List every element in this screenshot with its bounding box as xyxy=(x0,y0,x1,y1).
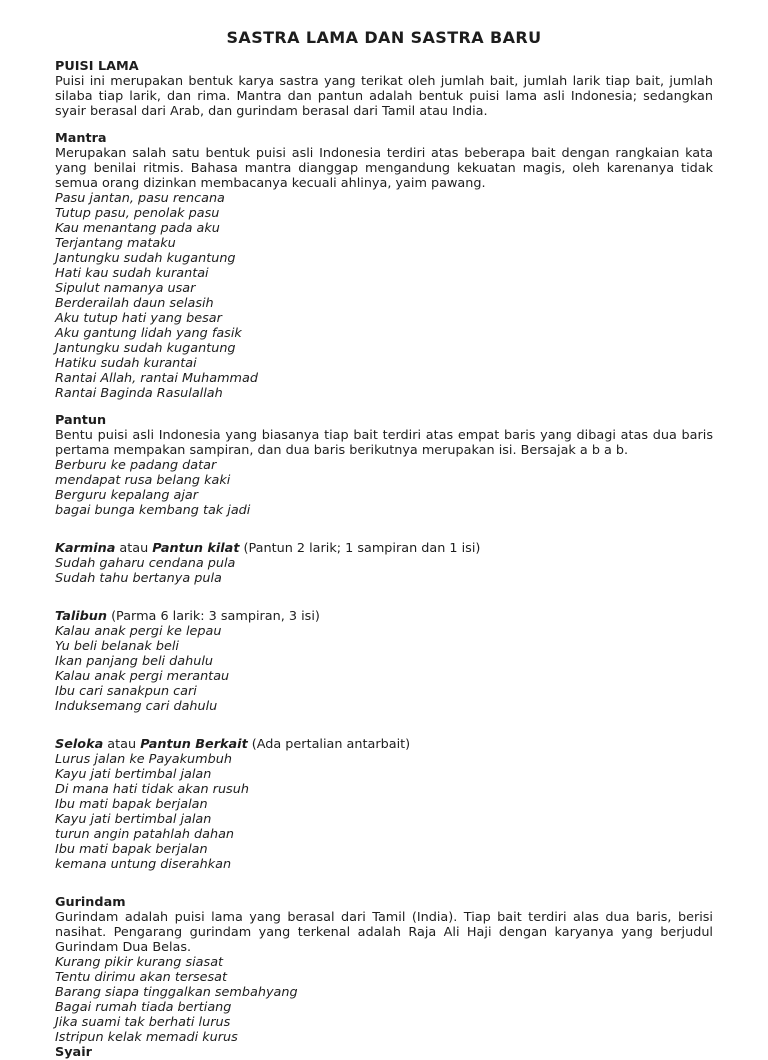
poem-line: Rantai Baginda Rasulallah xyxy=(55,386,223,401)
poem-line: Kalau anak pergi merantau xyxy=(55,669,230,684)
paragraph-pantun: Bentu puisi asli Indonesia yang biasanya tiap bait terdiri atas empat baris yang dibagi atas dua baris pertama mempakan sampiran, dan dua baris berikutnya merupakan isi. Bersajak a b a b. xyxy=(55,428,713,458)
poem-talibun xyxy=(55,624,713,714)
poem-line: Tutup pasu, penolak pasu xyxy=(55,206,220,221)
poem-line: Rantai Allah, rantai Muhammad xyxy=(55,371,258,386)
poem-pantun xyxy=(55,458,713,518)
poem-line: Terjantang mataku xyxy=(55,236,176,251)
poem-line: Bagai rumah tiada bertiang xyxy=(55,1000,232,1015)
heading-puisi-lama: PUISI LAMA xyxy=(55,59,139,74)
term-seloka: Seloka xyxy=(55,737,104,752)
poem-line: Kayu jati bertimbal jalan xyxy=(55,767,212,782)
poem-line: Berguru kepalang ajar xyxy=(55,488,199,503)
poem-line: Tentu dirimu akan tersesat xyxy=(55,970,228,985)
poem-line: Ibu mati bapak berjalan xyxy=(55,842,208,857)
poem-line: Aku tutup hati yang besar xyxy=(55,311,222,326)
term-karmina: Karmina xyxy=(55,541,116,556)
poem-line: Induksemang cari dahulu xyxy=(55,699,218,714)
poem-line: Pasu jantan, pasu rencana xyxy=(55,191,225,206)
section-talibun xyxy=(55,609,713,714)
poem-line: Istripun kelak memadi kurus xyxy=(55,1030,238,1045)
paragraph-puisi-lama: Puisi ini merupakan bentuk karya sastra yang terikat oleh jumlah bait, jumlah larik tiap bait, jumlah silaba tiap larik, dan rima. Mantra dan pantun adalah bentuk puisi lama asli Indonesia; sedangkan syair berasal dari Arab, dan gurindam berasal dari Tamil atau India. xyxy=(55,74,713,119)
poem-line: bagai bunga kembang tak jadi xyxy=(55,503,251,518)
poem-line: Aku gantung lidah yang fasik xyxy=(55,326,242,341)
term-talibun: Talibun xyxy=(55,609,107,624)
poem-line: Sudah tahu bertanya pula xyxy=(55,571,222,586)
paragraph-mantra: Merupakan salah satu bentuk puisi asli Indonesia terdiri atas beberapa bait dengan rangkaian kata yang benilai ritmis. Bahasa mantra dianggap mengandung kekuatan magis, oleh karenanya tidak semua orang dizinkan membacanya kecuali ahlinya, yaim pawang. xyxy=(55,146,713,191)
heading-mantra: Mantra xyxy=(55,131,107,146)
section-puisi-lama xyxy=(55,59,713,119)
conjunction: atau xyxy=(115,541,153,556)
poem-line: turun angin patahlah dahan xyxy=(55,827,235,842)
term-pantun-kilat: Pantun kilat xyxy=(152,541,240,556)
poem-line: Jika suami tak berhati lurus xyxy=(55,1015,231,1030)
paragraph-gurindam: Gurindam adalah puisi lama yang berasal dari Tamil (India). Tiap bait terdiri alas dua baris, berisi nasihat. Pengarang gurindam yang terkenal adalah Raja Ali Haji dengan karyanya yang berjudul Gurindam Dua Belas. xyxy=(55,910,713,955)
poem-line: Ibu cari sanakpun cari xyxy=(55,684,197,699)
document-title: SASTRA LAMA DAN SASTRA BARU xyxy=(226,28,542,47)
poem-line: Hati kau sudah kurantai xyxy=(55,266,209,281)
poem-line: Berburu ke padang datar xyxy=(55,458,217,473)
poem-line: Lurus jalan ke Payakumbuh xyxy=(55,752,232,767)
poem-line: mendapat rusa belang kaki xyxy=(55,473,231,488)
term-pantun-berkait: Pantun Berkait xyxy=(140,737,248,752)
poem-line: Jantungku sudah kugantung xyxy=(55,251,236,266)
subheading-note: (Ada pertalian antarbait) xyxy=(247,737,411,752)
section-syair xyxy=(55,1045,713,1060)
poem-line: Kayu jati bertimbal jalan xyxy=(55,812,212,827)
poem-line: Kau menantang pada aku xyxy=(55,221,220,236)
poem-line: Jantungku sudah kugantung xyxy=(55,341,236,356)
conjunction: atau xyxy=(103,737,141,752)
heading-pantun: Pantun xyxy=(55,413,107,428)
section-karmina xyxy=(55,541,713,586)
section-seloka xyxy=(55,737,713,872)
poem-line: Di mana hati tidak akan rusuh xyxy=(55,782,249,797)
heading-syair: Syair xyxy=(55,1045,92,1060)
heading-gurindam: Gurindam xyxy=(55,895,126,910)
section-gurindam xyxy=(55,895,713,1045)
poem-line: Kurang pikir kurang siasat xyxy=(55,955,224,970)
poem-line: Berderailah daun selasih xyxy=(55,296,214,311)
poem-line: Sudah gaharu cendana pula xyxy=(55,556,236,571)
section-mantra xyxy=(55,131,713,401)
poem-karmina xyxy=(55,556,713,586)
poem-line: Ibu mati bapak berjalan xyxy=(55,797,208,812)
subheading-note: (Pantun 2 larik; 1 sampiran dan 1 isi) xyxy=(239,541,481,556)
poem-line: Kalau anak pergi ke lepau xyxy=(55,624,222,639)
poem-seloka xyxy=(55,752,713,872)
poem-gurindam xyxy=(55,955,713,1045)
poem-mantra xyxy=(55,191,713,401)
subheading-karmina xyxy=(55,541,713,556)
section-pantun xyxy=(55,413,713,518)
poem-line: Barang siapa tinggalkan sembahyang xyxy=(55,985,298,1000)
poem-line: kemana untung diserahkan xyxy=(55,857,232,872)
subheading-seloka xyxy=(55,737,713,752)
poem-line: Hatiku sudah kurantai xyxy=(55,356,197,371)
poem-line: Yu beli belanak beli xyxy=(55,639,179,654)
subheading-note: (Parma 6 larik: 3 sampiran, 3 isi) xyxy=(107,609,320,624)
poem-line: Ikan panjang beli dahulu xyxy=(55,654,214,669)
subheading-talibun xyxy=(55,609,713,624)
poem-line: Sipulut namanya usar xyxy=(55,281,196,296)
